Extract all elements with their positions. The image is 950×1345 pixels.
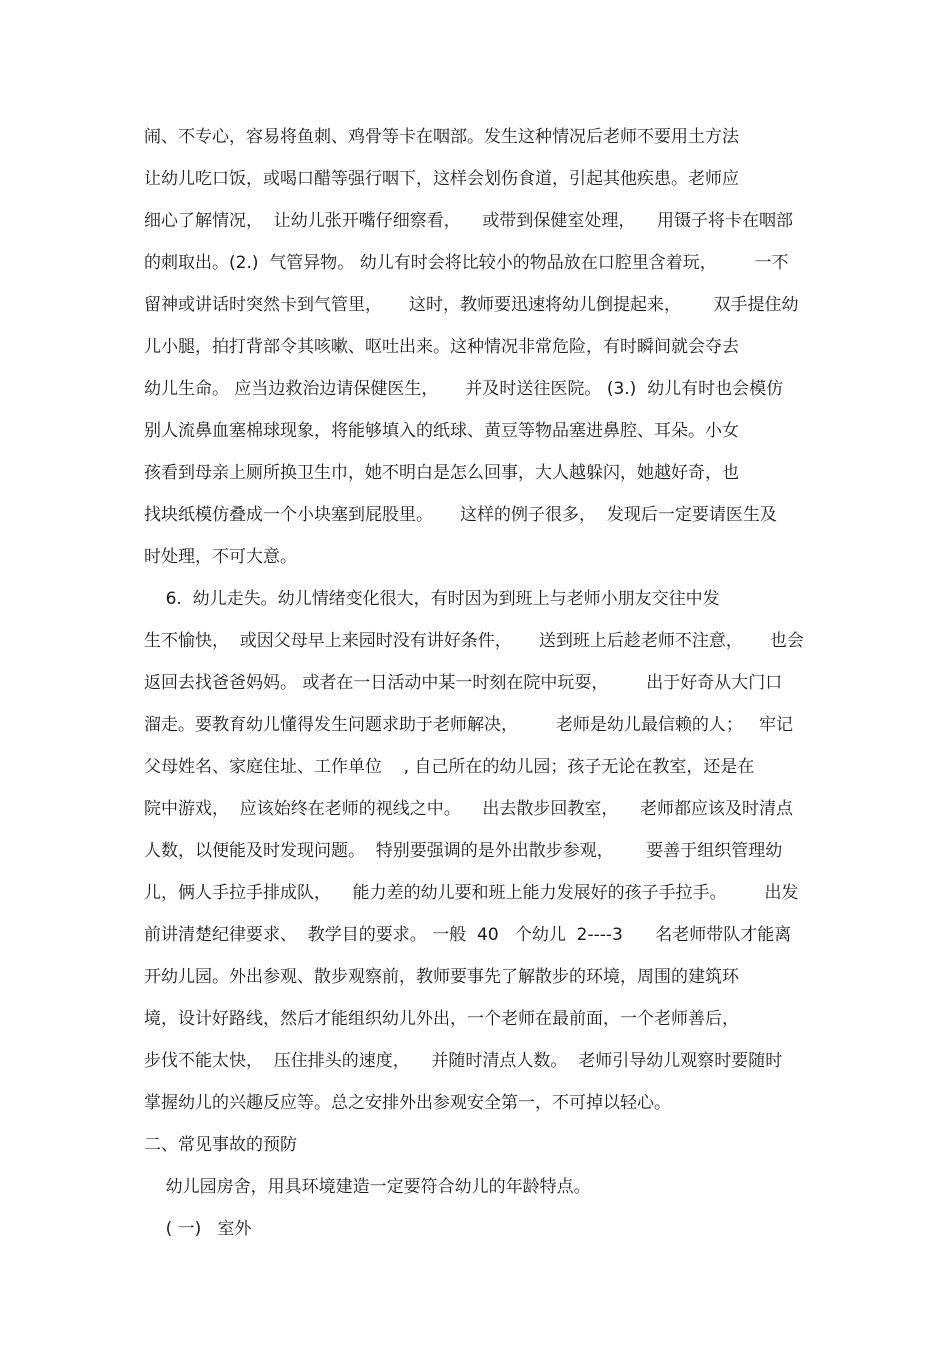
text-line: 生不愉快， 或因父母早上来园时没有讲好条件， 送到班上后趁老师不注意， 也会	[144, 631, 804, 651]
text-line: 儿小腿，拍打背部令其咳嗽、呕吐出来。这种情况非常危险，有时瞬间就会夺去	[144, 337, 739, 357]
text-line: 父母姓名、家庭住址、工作单位 , 自己所在的幼儿园；孩子无论在教室，还是在	[144, 757, 755, 777]
text-line: 返回去找爸爸妈妈。 或者在一日活动中某一时刻在院中玩耍， 出于好奇从大门口	[144, 673, 783, 693]
text-line: 时处理，不可大意。	[144, 547, 297, 567]
text-line: 别人流鼻血塞棉球现象，将能够填入的纸球、黄豆等物品塞进鼻腔、耳朵。小女	[144, 421, 739, 441]
text-line: 步伐不能太快， 压住排头的速度， 并随时清点人数。 老师引导幼儿观察时要随时	[144, 1051, 783, 1071]
section-heading: 二、常见事故的预防	[144, 1135, 297, 1155]
text-line: 的刺取出。(2.) 气管异物。 幼儿有时会将比较小的物品放在口腔里含着玩， 一不	[144, 253, 789, 273]
subsection-heading: ( 一) 室外	[144, 1219, 252, 1239]
text-line: 儿，俩人手拉手排成队， 能力差的幼儿要和班上能力发展好的孩子手拉手。 出发	[144, 883, 799, 903]
text-line: 闹、不专心，容易将鱼刺、鸡骨等卡在咽部。发生这种情况后老师不要用土方法	[144, 127, 739, 147]
text-line: 人数，以便能及时发现问题。 特别要强调的是外出散步参观， 要善于组织管理幼	[144, 841, 783, 861]
text-line: 掌握幼儿的兴趣反应等。总之安排外出参观安全第一，不可掉以轻心。	[144, 1093, 671, 1113]
text-line: 6. 幼儿走失。幼儿情绪变化很大，有时因为到班上与老师小朋友交往中发	[144, 589, 720, 609]
text-line: 幼儿生命。 应当边救治边请保健医生， 并及时送往医院。 (3.) 幼儿有时也会模仿	[144, 379, 784, 399]
text-line: 幼儿园房舍，用具环境建造一定要符合幼儿的年龄特点。	[144, 1177, 591, 1197]
text-line: 留神或讲话时突然卡到气管里， 这时，教师要迅速将幼儿倒提起来， 双手提住幼	[144, 295, 799, 315]
text-line: 开幼儿园。外出参观、散步观察前，教师要事先了解散步的环境，周围的建筑环	[144, 967, 739, 987]
text-line: 孩看到母亲上厕所换卫生巾，她不明白是怎么回事，大人越躲闪，她越好奇，也	[144, 463, 739, 483]
text-line: 细心了解情况， 让幼儿张开嘴仔细察看， 或带到保健室处理， 用镊子将卡在咽部	[144, 211, 794, 231]
text-line: 院中游戏， 应该始终在老师的视线之中。 出去散步回教室， 老师都应该及时清点	[144, 799, 794, 819]
text-line: 溜走。要教育幼儿懂得发生问题求助于老师解决， 老师是幼儿最信赖的人； 牢记	[144, 715, 794, 735]
text-line: 让幼儿吃口饭，或喝口醋等强行咽下，这样会划伤食道，引起其他疾患。老师应	[144, 169, 739, 189]
text-line: 境，设计好路线，然后才能组织幼儿外出，一个老师在最前面，一个老师善后，	[144, 1009, 739, 1029]
text-line: 前讲清楚纪律要求、 教学目的要求。 一般 40 个幼儿 2----3 名老师带队才能离	[144, 925, 792, 945]
text-line: 找块纸模仿叠成一个小块塞到屁股里。 这样的例子很多， 发现后一定要请医生及	[144, 505, 777, 525]
